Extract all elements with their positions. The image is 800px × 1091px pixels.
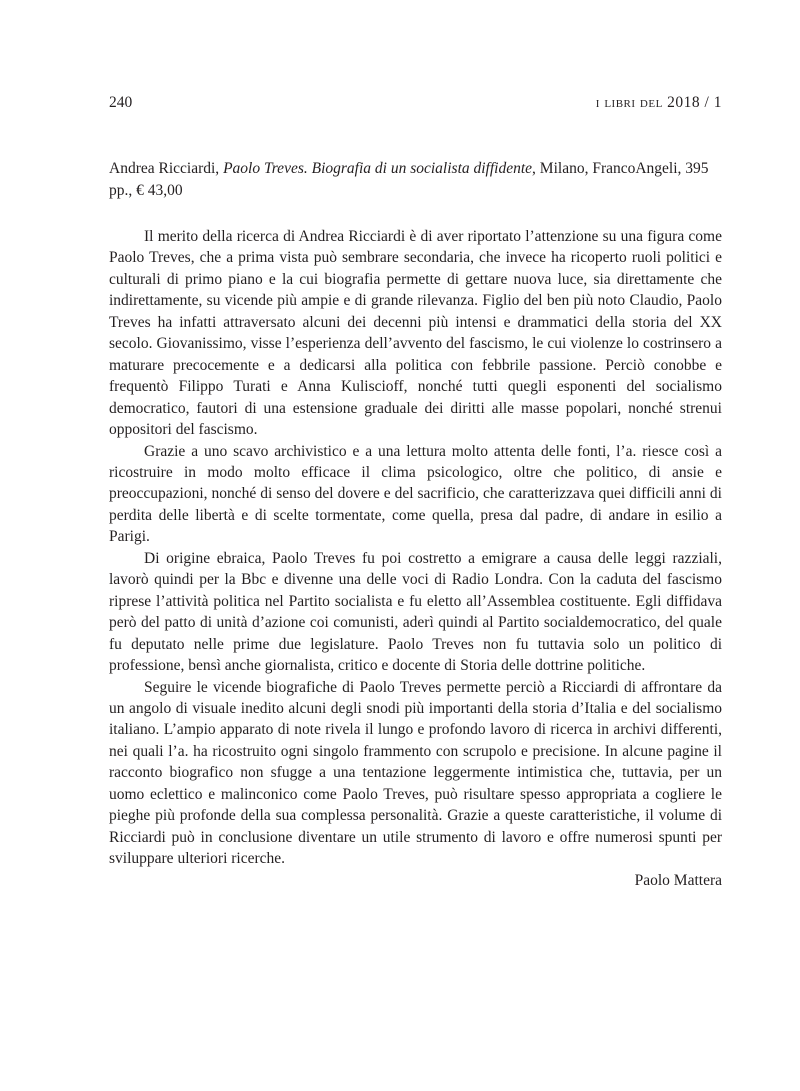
review-body xyxy=(109,226,722,891)
book-citation xyxy=(109,158,722,202)
paragraph-4: Seguire le vicende biografiche di Paolo Treves permette perciò a Ricciardi di affrontare da un angolo di visuale inedito alcuni degli snodi più importanti della storia d’Italia e del socialismo italiano. L’ampio apparato di note rivela il lungo e profondo lavoro di ricerca in archivi differenti, nei quali l’a. ha ricostruito ogni singolo frammento con scrupolo e precisione. In alcune pagine il racconto biografico non sfugge a una tentazione leggermente intimistica che, tuttavia, per un uomo eclettico e malinconico come Paolo Treves, può risultare spesso appropriata a cogliere le pieghe più profonde della sua complessa personalità. Grazie a queste caratteristiche, il volume di Ricciardi può in conclusione diventare un utile strumento di lavoro e offre numerosi spunti per sviluppare ulteriori ricerche. xyxy=(109,678,722,868)
paragraph-2: Grazie a uno scavo archivistico e a una lettura molto attenta delle fonti, l’a. riesce così a ricostruire in modo molto efficace il clima psicologico, oltre che politico, di ansie e preoccupazioni, nonché di senso del dovere e del sacrificio, che caratterizzava quei difficili anni di perdita delle libertà e di scelte tormentate, come quella, presa dal padre, di andare in esilio a Parigi. xyxy=(109,442,722,546)
paragraph-3: Di origine ebraica, Paolo Treves fu poi costretto a emigrare a causa delle leggi razziali, lavorò quindi per la Bbc e divenne una delle voci di Radio Londra. Con la caduta del fascismo riprese l’attività politica nel Partito socialista e fu eletto all’Assemblea costituente. Egli diffidava però del patto di unità d’azione coi comunisti, aderì quindi al Partito socialdemocratico, del quale fu deputato nelle prime due legislature. Paolo Treves non fu tuttavia solo un politico di professione, bensì anche giornalista, critico e docente di Storia delle dottrine politiche. xyxy=(109,549,722,675)
page-number: 240 xyxy=(109,94,133,111)
paragraph-1: Il merito della ricerca di Andrea Ricciardi è di aver riportato l’attenzione su una figura come Paolo Treves, che a prima vista può sembrare secondaria, che invece ha ricoperto ruoli politici e culturali di primo piano e la cui biografia permette di gettare nuova luce, sia direttamente che indirettamente, su vicende più ampie e di grande rilevanza. Figlio del ben più noto Claudio, Paolo Treves ha infatti attraversato alcuni dei decenni più intensi e drammatici della storia del XX secolo. Giovanissimo, visse l’esperienza dell’avvento del fascismo, le cui violenze lo costrinsero a maturare precocemente e a dedicarsi alla politica con febbrile passione. Perciò conobbe e frequentò Filippo Turati e Anna Kuliscioff, nonché tutti quegli esponenti del socialismo democratico, fautori di una estensione graduale dei diritti alle masse popolari, nonché strenui oppositori del fascismo. xyxy=(109,228,722,439)
reviewer-signature: Paolo Mattera xyxy=(634,871,722,889)
citation-publication: , Milano, FrancoAngeli, 395 pp., € 43,00 xyxy=(109,160,709,199)
running-head xyxy=(109,92,722,114)
citation-author: Andrea Ricciardi, xyxy=(109,160,224,177)
running-title: i libri del 2018 / 1 xyxy=(595,94,722,111)
review-page xyxy=(109,92,722,891)
citation-title: Paolo Treves. Biografia di un socialista diffidente xyxy=(223,160,533,177)
